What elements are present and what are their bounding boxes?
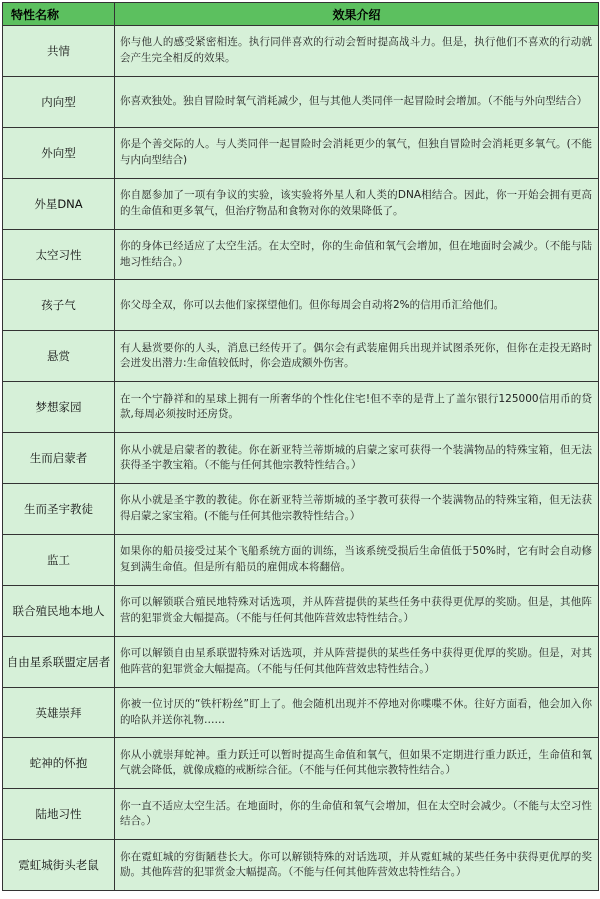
trait-name: 霓虹城街头老鼠 [3,840,115,891]
table-row [3,178,599,229]
trait-table [2,2,599,891]
trait-description: 有人悬赏要你的人头，消息已经传开了。偶尔会有武装雇佣兵出现并试图杀死你，但你在走投无路时会迸发出潜力:生命值较低时，你会造成额外伤害。 [115,331,599,382]
table-row [3,484,599,535]
trait-table-container [2,2,598,891]
table-row [3,382,599,433]
trait-description: 你可以解锁自由星系联盟特殊对话选项，并从阵营提供的某些任务中获得更优厚的奖励。但是，对其他阵营的犯罪赏金大幅提高。（不能与任何其他阵营效忠特性结合。） [115,636,599,687]
table-row [3,26,599,77]
trait-name: 悬赏 [3,331,115,382]
trait-description: 你自愿参加了一项有争议的实验，该实验将外星人和人类的DNA相结合。因此，你一开始会拥有更高的生命值和更多氧气，但治疗物品和食物对你的效果降低了。 [115,178,599,229]
table-header-row [3,3,599,26]
trait-name: 生而圣宇教徒 [3,484,115,535]
trait-name: 内向型 [3,76,115,127]
trait-name: 外向型 [3,127,115,178]
table-row [3,738,599,789]
trait-description: 你是个善交际的人。与人类同伴一起冒险时会消耗更少的氧气，但独自冒险时会消耗更多氧气。(不能与内向型结合) [115,127,599,178]
table-row [3,229,599,280]
trait-description: 你在霓虹城的穷街陋巷长大。你可以解锁特殊的对话选项，并从霓虹城的某些任务中获得更优厚的奖励。其他阵营的犯罪赏金大幅提高。（不能与任何其他阵营效忠特性结合。） [115,840,599,891]
table-row [3,789,599,840]
table-row [3,76,599,127]
trait-description: 你一直不适应太空生活。在地面时，你的生命值和氧气会增加，但在太空时会减少。（不能与太空习性结合。） [115,789,599,840]
header-trait-name: 特性名称 [3,3,115,26]
trait-description: 你喜欢独处。独自冒险时氧气消耗减少，但与其他人类同伴一起冒险时会增加。（不能与外向型结合） [115,76,599,127]
table-row [3,687,599,738]
trait-description: 你与他人的感受紧密相连。执行同伴喜欢的行动会暂时提高战斗力。但是，执行他们不喜欢的行动就会产生完全相反的效果。 [115,26,599,77]
trait-name: 自由星系联盟定居者 [3,636,115,687]
trait-name: 生而启蒙者 [3,433,115,484]
trait-name: 孩子气 [3,280,115,331]
table-row [3,433,599,484]
trait-name: 太空习性 [3,229,115,280]
trait-name: 梦想家园 [3,382,115,433]
table-row [3,280,599,331]
trait-name: 共情 [3,26,115,77]
trait-description: 如果你的船员接受过某个飞船系统方面的训练，当该系统受损后生命值低于50%时，它有时会自动修复到满生命值。但是所有船员的雇佣成本将翻倍。 [115,534,599,585]
header-effect: 效果介绍 [115,3,599,26]
trait-name: 蛇神的怀抱 [3,738,115,789]
trait-description: 你的身体已经适应了太空生活。在太空时，你的生命值和氧气会增加，但在地面时会减少。（不能与陆地习性结合。） [115,229,599,280]
trait-name: 联合殖民地本地人 [3,585,115,636]
trait-description: 你被一位讨厌的“铁杆粉丝”盯上了。他会随机出现并不停地对你喋喋不休。往好方面看，他会加入你的哈队并送你礼物…… [115,687,599,738]
table-row [3,127,599,178]
trait-description: 你父母全双，你可以去他们家探望他们。但你每周会自动将2%的信用币汇给他们。 [115,280,599,331]
table-row [3,534,599,585]
trait-description: 在一个宁静祥和的星球上拥有一所奢华的个性化住宅!但不幸的是背上了盖尔银行125000信用币的贷款,每周必须按时还房贷。 [115,382,599,433]
table-row [3,840,599,891]
trait-name: 外星DNA [3,178,115,229]
trait-table-body [3,26,599,891]
trait-description: 你从小就是圣宇教的教徒。你在新亚特兰蒂斯城的圣宇教可获得一个装满物品的特殊宝箱，但无法获得启蒙之家宝箱。(不能与任何其他宗教特性结合。） [115,484,599,535]
trait-description: 你从小就是启蒙者的教徒。你在新亚特兰蒂斯城的启蒙之家可获得一个装满物品的特殊宝箱，但无法获得圣宇教宝箱。（不能与任何其他宗教特性结合。） [115,433,599,484]
trait-description: 你从小就崇拜蛇神。重力跃迁可以暂时提高生命值和氧气，但如果不定期进行重力跃迁，生命值和氧气就会降低，就像成瘾的戒断综合征。（不能与任何其他宗教特性结合。） [115,738,599,789]
trait-name: 英雄崇拜 [3,687,115,738]
table-row [3,636,599,687]
trait-description: 你可以解锁联合殖民地特殊对话选项，并从阵营提供的某些任务中获得更优厚的奖励。但是，其他阵营的犯罪赏金大幅提高。（不能与任何其他阵营效忠特性结合。） [115,585,599,636]
table-row [3,585,599,636]
trait-name: 监工 [3,534,115,585]
table-row [3,331,599,382]
trait-name: 陆地习性 [3,789,115,840]
